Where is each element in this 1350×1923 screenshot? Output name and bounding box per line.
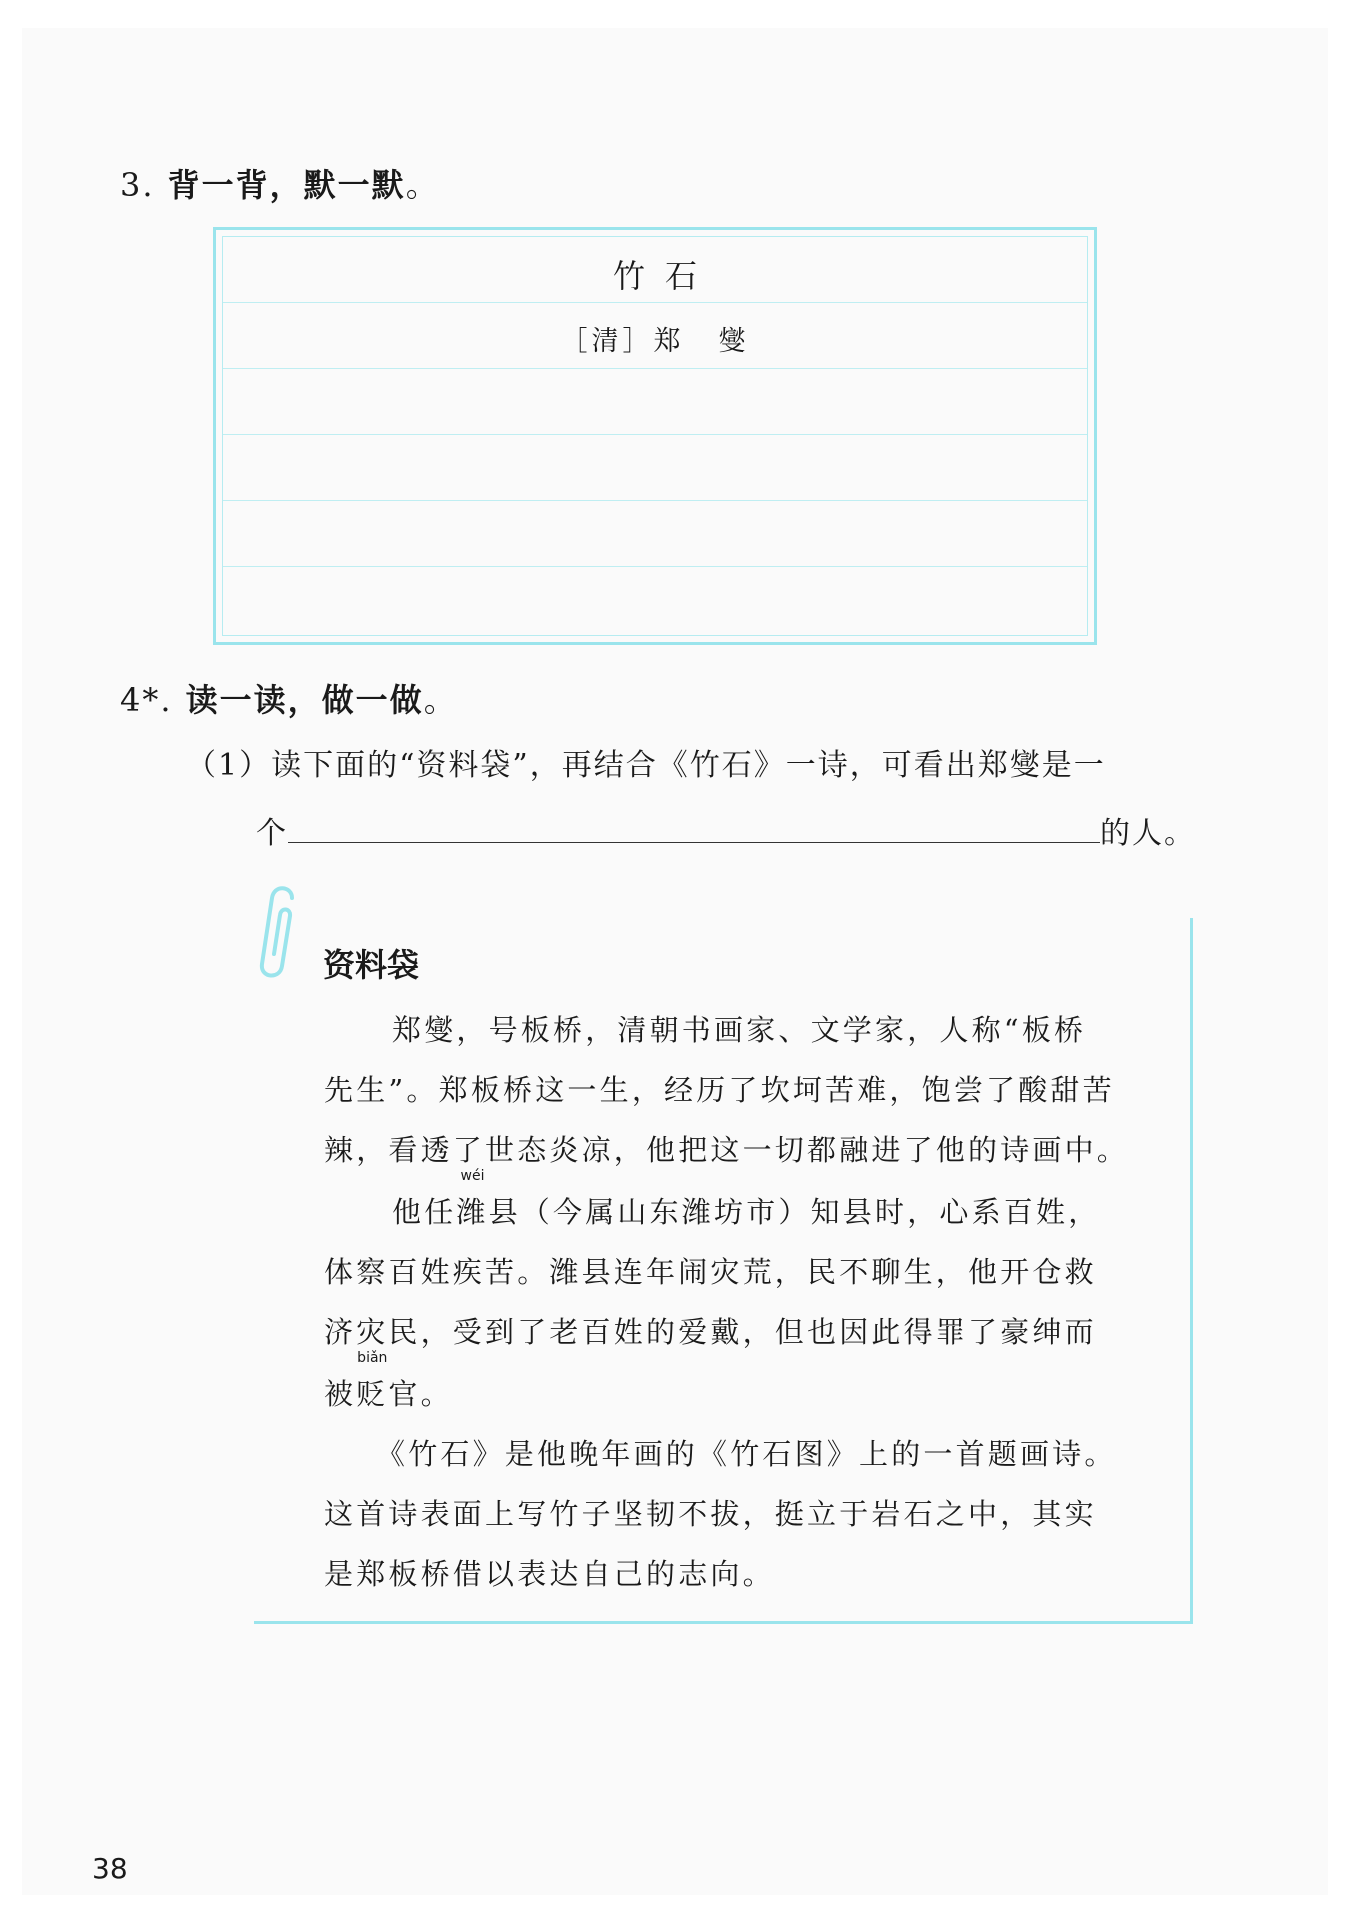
info-bag-right-border <box>1190 918 1193 1624</box>
poem-dynasty: ［清］ <box>560 326 654 357</box>
section-3-number: 3. <box>120 166 155 204</box>
info-bag-p3-line-1: 《竹石》是他晚年画的《竹石图》上的一首题画诗。 <box>376 1437 1117 1471</box>
writing-line-4[interactable] <box>223 435 1087 501</box>
ruby-bian <box>356 1350 389 1413</box>
info-bag-p3-line-3: 是郑板桥借以表达自己的志向。 <box>324 1557 775 1591</box>
section-4-end: 。 <box>423 681 458 719</box>
pinyin-wei: wéi <box>460 1168 485 1184</box>
section-3-title: 背一背，默一默 <box>167 166 406 204</box>
p2-post: 县（今属山东潍坊市）知县时，心系百姓， <box>488 1195 1101 1229</box>
section-3-heading <box>120 160 440 206</box>
poem-title: 竹石 <box>612 257 717 295</box>
info-bag-p2-line-3: 济灾民，受到了老百姓的爱戴，但也因此得罪了豪绅而 <box>324 1315 1097 1349</box>
poem-author-name: 燮 <box>718 326 750 357</box>
info-bag-p2-line-2: 体察百姓疾苦。潍县连年闹灾荒，民不聊生，他开仓救 <box>324 1255 1097 1289</box>
poem-author <box>223 319 1087 358</box>
section-4-number: 4*. <box>120 681 173 719</box>
info-bag-title: 资料袋 <box>323 946 420 984</box>
question-1-line-2 <box>256 808 1196 852</box>
info-bag-p3-line-2: 这首诗表面上写竹子坚韧不拔，挺立于岩石之中，其实 <box>324 1497 1097 1531</box>
info-bag-bottom-border <box>254 1621 1193 1624</box>
info-bag-p1-line-2: 先生”。郑板桥这一生，经历了坎坷苦难，饱尝了酸甜苦 <box>324 1073 1115 1107</box>
page-number: 38 <box>92 1852 128 1885</box>
ruby-wei <box>456 1168 489 1231</box>
writing-line-3[interactable] <box>223 369 1087 435</box>
question-1-line-1: （1）读下面的“资料袋”，再结合《竹石》一诗，可看出郑燮是一 <box>186 748 1106 783</box>
ruby-char-wei: 潍 <box>456 1195 489 1229</box>
writing-line-5[interactable] <box>223 501 1087 567</box>
section-4-title: 读一读，做一做 <box>185 681 424 719</box>
question-1-start: 个 <box>256 816 288 851</box>
paperclip-icon <box>248 880 308 990</box>
poem-author-given: 郑 <box>653 326 685 357</box>
info-bag-p1-line-3: 辣，看透了世态炎凉，他把这一切都融进了他的诗画中。 <box>324 1133 1130 1167</box>
section-4-heading <box>120 675 458 721</box>
answer-blank[interactable] <box>288 812 1100 843</box>
section-3-end: 。 <box>405 166 440 204</box>
info-bag-p2-line-1 <box>392 1168 1101 1231</box>
p2-pre: 他任 <box>392 1195 457 1229</box>
p2-last-pre: 被 <box>324 1377 357 1411</box>
info-bag-p2-line-4 <box>324 1350 453 1413</box>
poem-box-inner <box>222 236 1088 636</box>
poem-box <box>213 227 1097 645</box>
info-bag-p1-line-1: 郑燮，号板桥，清朝书画家、文学家，人称“板桥 <box>392 1013 1087 1047</box>
pinyin-bian: biǎn <box>357 1350 388 1366</box>
p2-last-post: 官。 <box>388 1377 453 1411</box>
ruby-char-bian: 贬 <box>356 1377 389 1411</box>
question-1-end: 的人。 <box>1100 816 1196 851</box>
